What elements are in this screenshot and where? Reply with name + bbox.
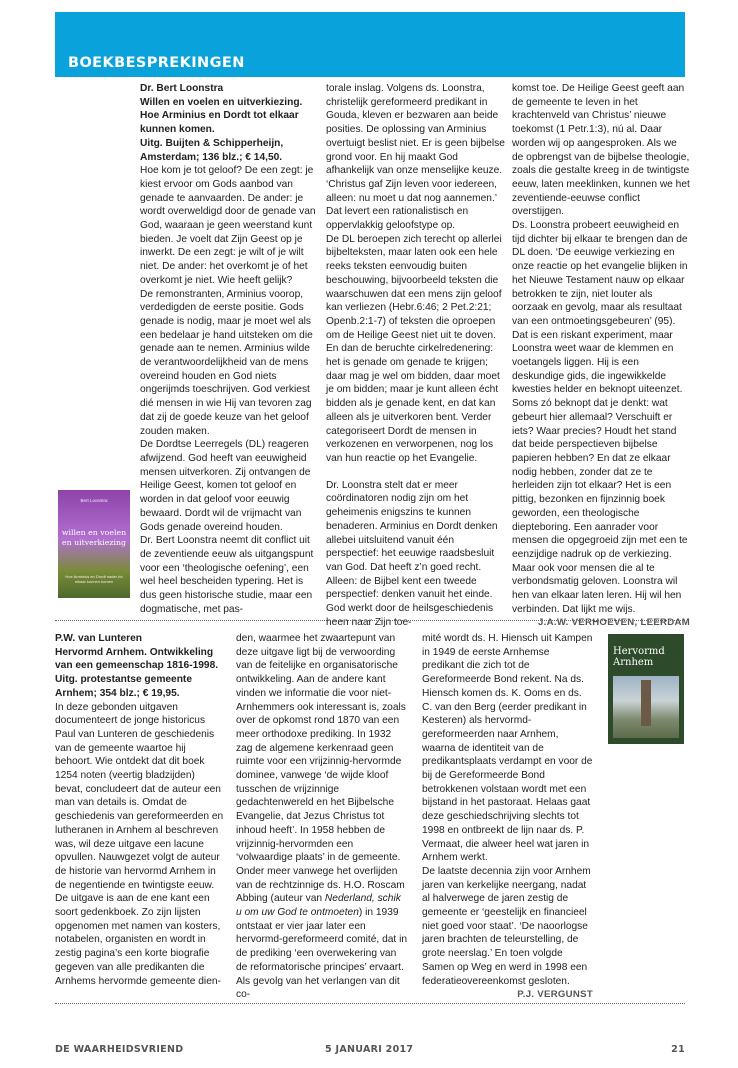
issue-date: 5 JANUARI 2017 [325,1044,414,1055]
paragraph: De DL beroepen zich terecht op allerlei bijbelteksten, maar laten ook een hele reeks teksten eenvoudig buiten beschouwing, bijvoorbeeld teksten die waarschuwen dat een mens zijn geloof kan verliezen (Hebr.6:46; 2 Pet.2:21; Openb.2:1-7) of teksten die oproepen om de Heilige Geest niet uit te doven. En dan de beruchte cirkelredenering: het is genade om genade te krijgen; daar mag je wel om bidden, daar moet je om bidden; maar je kunt alleen écht bidden als je genade kent, en dat kan alleen als je uitverkoren bent. Verder categoriseert Dordt de mensen in verkozenen en verworpenen, nog los van hun reactie op het Evangelie. [326,233,502,464]
cover-author: Bert Loonstra [80,498,108,503]
cover-title-line-2: en uitverkiezing [62,538,126,547]
book-title: Hervormd Arnhem. Ontwikkeling van een gemeenschap 1816-1998. [55,646,219,672]
divider [55,620,685,621]
paragraph: In deze gebonden uitgaven documenteert de jonge historicus Paul van Lunteren de geschiedenis van de gemeente waartoe hij behoort. Wie ontdekt dat dit boek 1254 noten (veertig bladzijden) bevat, concludeert dat de auteur een man van details is. Omdat de geschiedenis van gereformeerden en lutheranen in Arnhem al beschreven was, wil deze uitgave een lacune opvullen. Nauwgezet volgt de auteur de historie van hervormd Arnhem in de negentiende en twintigste eeuw. [55,701,224,891]
review-column-1 [55,632,225,988]
paragraph: Hoe kom je tot geloof? De een zegt: je kiest ervoor om Gods aanbod van genade te aanvaarden. De ander: je wordt overweldigd door de genade van God, waaraan je geen weerstand kunt bieden. Je voelt dat Zijn Geest op je inwerkt. De een zegt: je wilt of je wilt niet. De ander: het overkomt je of het overkomt je niet. Wie heeft gelijk? [140,165,316,286]
cover-subtitle: Hoe Arminius en Dordt nader tot elkaar kunnen komen [65,574,123,584]
review-column-3 [512,82,690,630]
book-title: Willen en voelen en uitverkiezing. Hoe Arminius en Dordt tot elkaar kunnen komen. [140,96,303,136]
review-loonstra [140,82,690,629]
paragraph: mité wordt ds. H. Hiensch uit Kampen in 1949 de eerste Arnhemse predikant die zich tot de Gereformeerde Bond rekent. Na ds. Hiensch komen ds. K. Ooms en ds. C. van den Berg (eerder predikant in Kesteren) als hervormd-gereformeerden naar Arnhem, waarna de identiteit van de predikantsplaats verdampt en voor de bij de Gereformeerde Bond betrokkenen volstaan wordt met een bijstand in het pastoraat. Helaas gaat deze geschiedschrijving slechts tot 1998 en ontbreekt de lijn naar ds. P. Vermaat, die alweer heel wat jaren in Arnhem werkt. [422,633,593,864]
review-van-lunteren [55,632,593,1001]
paragraph: den, waarmee het zwaartepunt van deze uitgave ligt bij de verwoording van de feitelijke en organisatorische ontwikkeling. Aan de andere kant vinden we informatie die voor niet-Arnhemmers ook interessant is, zoals over de opkomst rond 1870 van een meer orthodoxe prediking. In 1932 zag de algemene kerkenraad geen ruimte voor een vrijzinnig-hervormde dominee, vanwege ‘de wijde kloof tusschen de vrijzinnige gedachtenwereld en het Bijbelsche Evangelie, dat Jezus Christus tot inhoud heeft’. In 1958 hebben de vrijzinnig-hervormden een ‘volwaardige plaats’ in de gemeente. [236,633,406,864]
section-title: BOEKBESPREKINGEN [68,55,245,71]
book-cover-hervormd-arnhem [608,634,684,744]
cover-photo [613,676,679,738]
paragraph: torale inslag. Volgens ds. Loonstra, christelijk gereformeerd predikant in Gouda, kleven er bezwaren aan beide posities. De oplossing van Arminius overtuigt beslist niet. Er is geen bijbelse grond voor. En hij maakt God afhankelijk van onze menselijke keuze. ‘Christus gaf Zijn leven voor iedereen, alleen: nu moet u dat nog aannemen.’ Dat levert een rationalistisch en oppervlakkig geloofstype op. [326,83,505,232]
reviewer-signature: J.A.W. VERHOEVEN, LEERDAM [538,617,690,629]
book-publisher: Uitg. Buijten & Schipperheijn, Amsterdam; 136 blz.; € 14,50. [140,137,284,163]
paragraph: De laatste decennia zijn voor Arnhem jaren van kerkelijke neergang, nadat al halverwege de jaren zestig de gemeente er ‘geestelijk en financieel niet goed voor staat’. ‘De naoorlogse jaren brachten de teleurstelling, de grote neerslag.’ En toen volgde Samen op Weg en werd in 1998 een federatieovereenkomst gesloten. [422,865,591,987]
text-run: ) in 1939 ontstaat er vier jaar later een hervormd-gereformeerd comité, dat in de prediking ‘een overwekering van de reformatorische principes’ ervaart. Als gevolg van het verlangen van dit co- [236,907,407,1001]
paragraph: Dr. Loonstra stelt dat er meer coördinatoren nodig zijn om het geheimenis enigszins te kunnen benaderen. Arminius en Dordt denken allebei uitsluitend vanuit één perspectief: het eeuwige raadsbesluit van God. Dat heeft z’n goed recht. Alleen: de Bijbel kent een tweede perspectief: denken vanuit het einde. God werkt door de heilsgeschiedenis heen naar Zijn toe- [326,479,498,628]
text-run: Onder meer vanwege het overlijden van de rechtzinnige ds. H.O. Roscam Abbing (auteur van [236,865,405,905]
paragraph: Ds. Loonstra probeert eeuwigheid en tijd dichter bij elkaar te brengen dan de DL doen. ‘De eeuwige verkiezing en onze reactie op het evangelie blijken in het Nieuwe Testament nauw op elkaar betrokken te zijn, niet louter als oorzaak en gevolg, maar als resultaat van een ontmoetingsgebeuren’ (95). Dat is een riskant experiment, maar Loonstra weet waar de klemmen en voetangels liggen. Hij is een deskundige gids, die ingewikkelde kwesties helder en beknopt uiteenzet. Soms zó beknopt dat je denkt: wat gebeurt hier allemaal? Verschuift er iets? Waar precies? Houdt het stand dat beide perspectieven bijbelse papieren hebben? En dat ze elkaar nodig hebben, zonder dat ze te herleiden zijn tot elkaar? Het is een pittig, bezonken en fijnzinnig boek geworden, een theologische diepteboring. Een aanrader voor mensen die opgegroeid zijn met een te eenzijdige nadruk op de verkiezing. Maar ook voor mensen die al te verbondsmatig geloven. Loonstra wil hen van elkaar laten leren. Hij wil hen verbinden. Dat lijkt me wijs. [512,220,688,615]
review-column-1 [140,82,320,616]
cover-title-line-1: willen en voelen [61,528,127,537]
book-author: P.W. van Lunteren [55,633,142,644]
review-column-3 [422,632,593,1002]
book-author: Dr. Bert Loonstra [140,83,224,94]
book-cover-loonstra [58,490,130,598]
book-publisher: Uitg. protestantse gemeente Arnhem; 354 blz.; € 19,95. [55,674,192,699]
footer-divider [55,1003,685,1004]
cover-title-line-2: Arnhem [613,657,654,668]
page-number: 21 [671,1044,685,1055]
paragraph: De remonstranten, Arminius voorop, verdedigden de eerste positie. Gods genade is nodig, maar je moet wel als een bedelaar je hand uitsteken om die genade aan te nemen. Arminius wilde de verantwoordelijkheid van de mens overeind houden en God niets ongerijmds toeschrijven. God verkiest dié mensen in wie Hij van tevoren zag dat zij de goede keuze van het geloof zouden maken. [140,288,313,437]
paragraph: komst toe. De Heilige Geest geeft aan de gemeente te leven in het krachtenveld van Christus’ nieuwe toekomst (1 Petr.1:3), nú al. Daar worden wij op aangesproken. Als we de opbrengst van de bijbelse theologie, zoals die gestalte kreeg in de twintigste eeuw, laten meeklinken, kunnen we het zeventiende-eeuwse conflict overstijgen. [512,83,690,218]
magazine-name: DE WAARHEIDSVRIEND [55,1044,184,1055]
review-column-2 [326,82,506,629]
reviewer-signature: P.J. VERGUNST [517,989,593,1001]
review-column-2 [236,632,408,1002]
church-tower-shape [641,680,651,726]
section-header [55,12,685,77]
paragraph: De uitgave is aan de ene kant een soort gedenkboek. Zo zijn lijsten opgenomen met namen van kosters, notabelen, organisten en wordt in zestig pagina’s een korte biografie gegeven van alle predikanten die Arnhems hervormde gemeente dien- [55,893,221,987]
paragraph [236,865,408,1002]
cover-title-line-1: Hervormd [613,646,665,657]
book-title-italic: Nederland, schik u om uw God te ontmoeten [236,893,401,919]
paragraph: Dr. Bert Loonstra neemt dit conflict uit de zeventiende eeuw als uitgangspunt voor een ‘theologische oefening’, een wel heel bescheiden typering. Het is dus geen historische studie, maar een dogmatische, met pas- [140,535,314,615]
paragraph: De Dordtse Leerregels (DL) reageren afwijzend. God heeft van eeuwigheid mensen uitverkoren. Zij ontvangen de Heilige Geest, komen tot geloof en worden in dat geloof voor eeuwig bewaard. Dordt wil de vrijmacht van Gods genade overeind houden. [140,439,311,533]
